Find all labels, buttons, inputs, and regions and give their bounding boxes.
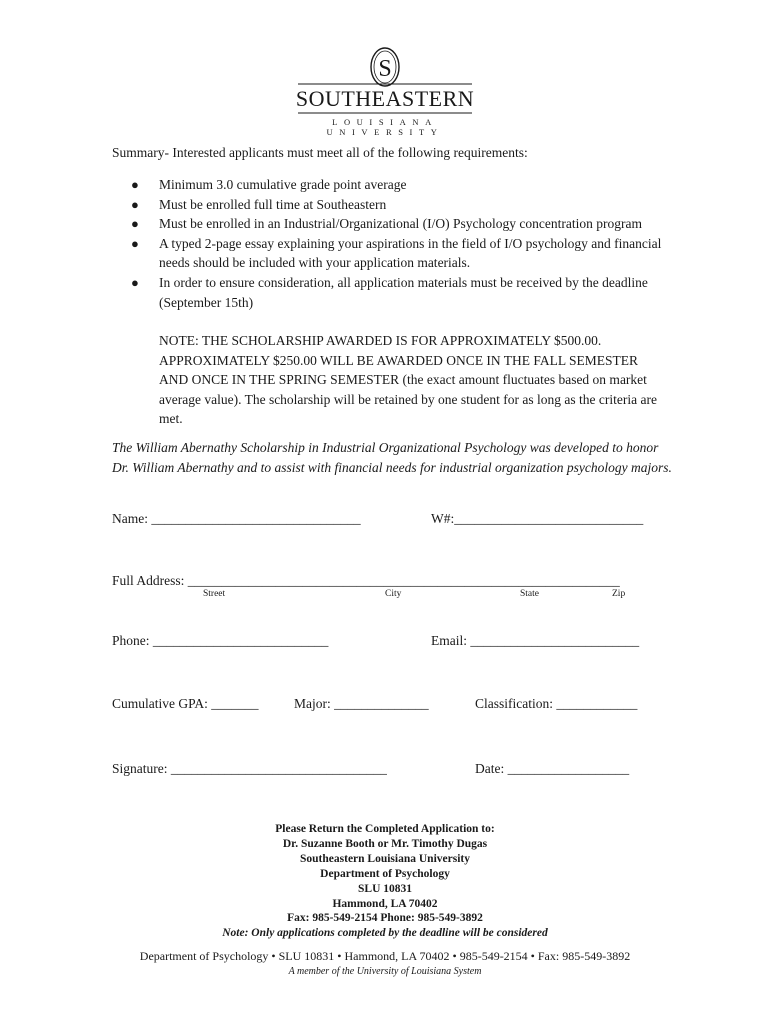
w-number-field[interactable]: W#:____________________________: [431, 511, 644, 526]
footer-contact: Department of Psychology • SLU 10831 • Hammond, LA 70402 • 985-549-2154 • Fax: 985-549-3892: [139, 949, 631, 963]
list-item: ● Must be enrolled in an Industrial/Organizational (I/O) Psychology concentration program: [131, 214, 671, 234]
requirements-list: [131, 175, 671, 312]
city-label: City: [385, 589, 402, 599]
list-item: ● Minimum 3.0 cumulative grade point average: [131, 175, 671, 195]
return-fax-phone: Fax: 985-549-2154 Phone: 985-549-3892: [287, 912, 483, 924]
gpa-field[interactable]: Cumulative GPA: _______: [112, 696, 259, 711]
deadline-note: Note: Only applications completed by the deadline will be considered: [222, 927, 548, 939]
classification-field[interactable]: Classification: ____________: [475, 696, 638, 711]
bullet-icon: ●: [131, 196, 139, 212]
scholarship-description: The William Abernathy Scholarship in Industrial Organizational Psychology was developed to honor Dr. William Abernathy and to assist with financial needs for industrial organization psychology majors.: [112, 440, 672, 475]
bullet-icon: ●: [131, 235, 139, 251]
date-field[interactable]: Date: __________________: [475, 761, 630, 776]
footer-member: A member of the University of Louisiana System: [288, 966, 482, 977]
name-field[interactable]: Name: _______________________________: [112, 511, 361, 526]
list-item: ● A typed 2-page essay explaining your aspirations in the field of I/O psychology and financial needs should be included with your application materials.: [131, 235, 662, 271]
university-logo: [292, 46, 478, 137]
email-field[interactable]: Email: _________________________: [431, 633, 640, 648]
signature-field[interactable]: Signature: ________________________________: [112, 761, 387, 776]
zip-label: Zip: [612, 589, 626, 599]
return-department: Department of Psychology: [320, 868, 450, 880]
return-city: Hammond, LA 70402: [332, 898, 438, 910]
bullet-icon: ●: [131, 177, 139, 192]
logo-name: SOUTHEASTERN: [295, 86, 475, 111]
return-university: Southeastern Louisiana University: [300, 853, 470, 865]
return-contact: Dr. Suzanne Booth or Mr. Timothy Dugas: [282, 838, 488, 850]
bullet-icon: ●: [131, 216, 139, 232]
return-heading: Please Return the Completed Application to:: [275, 823, 495, 835]
major-field[interactable]: Major: ______________: [294, 696, 429, 711]
street-label: Street: [203, 589, 226, 599]
bullet-icon: ●: [131, 274, 139, 290]
summary-text: Summary- Interested applicants must meet all of the following requirements:: [112, 145, 528, 160]
address-field[interactable]: Full Address: ________________________________________________________________: [112, 573, 620, 588]
state-label: State: [520, 589, 539, 599]
return-box: SLU 10831: [358, 883, 412, 895]
list-item: ● Must be enrolled full time at Southeastern: [131, 195, 671, 215]
list-item: ● In order to ensure consideration, all application materials must be received by the deadline (September 15th): [131, 274, 648, 310]
logo-subtitle: LOUISIANA UNIVERSITY: [326, 117, 444, 137]
logo-letter: S: [378, 56, 392, 82]
phone-field[interactable]: Phone: __________________________: [112, 633, 329, 648]
scholarship-note: NOTE: THE SCHOLARSHIP AWARDED IS FOR APPROXIMATELY $500.00. APPROXIMATELY $250.00 WILL BE AWARDED ONCE IN THE FALL SEMESTER AND ONCE IN THE SPRING SEMESTER (the exact amount fluctuates based on market average value). The scholarship will be retained by one student for as long as the criteria are met.: [159, 333, 657, 426]
